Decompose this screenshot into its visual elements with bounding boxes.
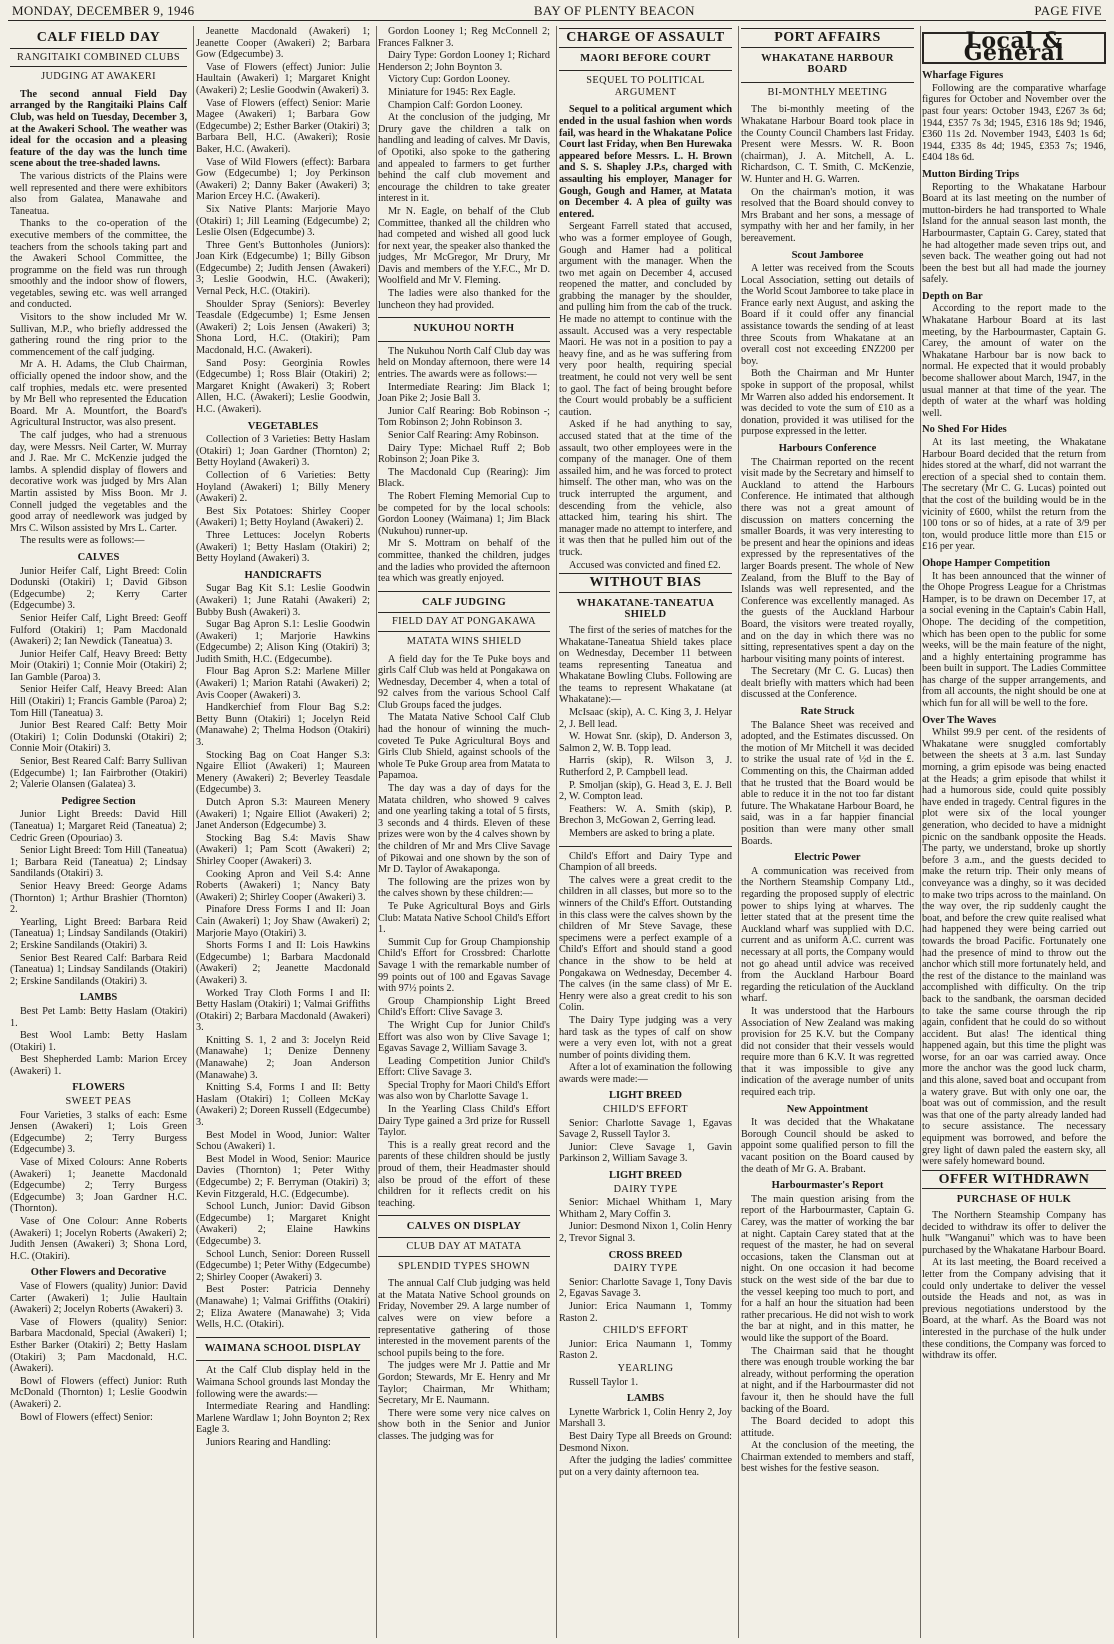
result-entry: School Lunch, Junior: David Gibson (Edgecumbe) 1; Margaret Knight (Awakeri) 2; Elaine Hawkins (Edgecumbe) 3.	[196, 1201, 370, 1247]
section-heading-handicrafts: HANDICRAFTS	[244, 569, 322, 581]
result-entry: Senior Calf Rearing: Amy Robinson.	[388, 430, 539, 441]
calf-judging-subheading-2: MATATA WINS SHIELD	[406, 635, 522, 647]
result-entry: Vase of Wild Flowers (effect): Barbara Gow (Edgecumbe) 1; Joy Perkinson (Awakeri) 2; Danny Baker (Awakeri) 3; Marion Ercey H.C. (Awakeri).	[196, 156, 370, 203]
result-entry: Lynette Warbrick 1, Colin Henry 2, Joy Marshall 3.	[559, 1406, 732, 1430]
result-entry: Shorts Forms I and II: Lois Hawkins (Edgecumbe) 1; Barbara Macdonald (Awakeri) 2; Jeanette Macdonald (Awakeri) 3.	[196, 940, 370, 986]
paragraph: It was decided that the Whakatane Borough Council should be asked to appoint some qualified person to fill the vacant position on the Board caused by the death of Mr G. A. Brabant.	[741, 1117, 914, 1175]
result-entry: Best Model in Wood, Junior: Walter Schou (Awakeri) 1.	[196, 1129, 370, 1153]
masthead	[8, 2, 1106, 21]
result-entry: Shoulder Spray (Seniors): Beverley Teasdale (Edgecumbe) 1; Esme Jensen (Awakeri) 2; Lois Jensen (Awakeri) 3; Shona Lord, H.C. (Otakiri); Pam Macdonald, H.C. (Awakeri).	[196, 298, 370, 357]
result-entry: Three Lettuces: Jocelyn Roberts (Awakeri) 1; Betty Haslam (Otakiri) 2; Betty Hoyland (Awakeri) 3.	[196, 529, 370, 565]
paragraph: Members are asked to bring a plate.	[569, 828, 715, 839]
section-subheading-sweet-peas: SWEET PEAS	[65, 1096, 132, 1108]
result-entry: Jeanette Macdonald (Awakeri) 1; Jeanette Cooper (Awakeri) 2; Barbara Gow (Edgecumbe) 3.	[196, 26, 370, 61]
section-heading-light-breed: LIGHT BREED	[608, 1090, 683, 1102]
paragraph: At the conclusion of the meeting, the Chairman extended to members and staff, best wishes for the festive season.	[741, 1440, 914, 1475]
result-entry: Collection of 3 Varieties: Betty Haslam (Otakiri) 1; Joan Gardner (Thornton) 2; Betty Hoyland (Awakeri) 3.	[196, 434, 370, 469]
result-entry: Sand Posy: Georginia Rowles (Edgecumbe) 1; Ross Blair (Otakiri) 2; Margaret Knight (Awakeri) 3; Robert Allen, H.C. (Awakeri); Leslie Goodwin, H.C. (Awakeri).	[196, 357, 370, 415]
nukuhou-heading: NUKUHOU NORTH	[413, 323, 515, 335]
assault-subheading-2: SEQUEL TO POLITICAL ARGUMENT	[586, 75, 705, 98]
result-entry: Knitting S.4, Forms I and II: Betty Haslam (Otakiri) 1; Colleen McKay (Awakeri) 2; Doreen Russell (Edgecumbe) 3.	[196, 1082, 370, 1129]
item-heading: Ohope Hamper Competition	[922, 557, 1051, 569]
divider	[559, 846, 732, 847]
result-entry: Vase of Flowers (effect) Senior: Marie Magee (Awakeri) 1; Barbara Gow (Edgecumbe) 2; Esther Barker (Otakiri) 3; Barbara Bell, H.C. (Awakeri); Rosie Baker, H.C. (Awakeri).	[196, 97, 370, 155]
item-heading: Wharfage Figures	[922, 70, 1004, 82]
calf-field-day-subtitle-2: JUDGING AT AWAKERI	[41, 71, 156, 83]
paragraph: The Chairman said that he thought there was enough trouble working the bar already, without performing the operation at night, and if the Harbourmaster did not favour it, then he should have the full backing of the Board.	[741, 1345, 914, 1415]
paragraph: Mr N. Eagle, on behalf of the Club Committee, thanked all the children who had competed and wished all good luck for next year, the speaker also thanked the judges, Mr McGregor, Mr Drury, Mr Davis and members of the Y.F.C., Mr D. Woolfield and Mr V. Fleming.	[378, 205, 550, 287]
divider	[378, 591, 550, 592]
result-entry: Stocking Bag S.4: Mavis Shaw (Awakeri) 1; Pam Scott (Awakeri) 2; Shirley Cooper (Awakeri) 3.	[196, 832, 370, 867]
result-entry: Vase of Mixed Colours: Anne Roberts (Awakeri) 1; Jeanette Macdonald (Edgecumbe) 2; Terry Burgess (Edgecumbe) 3; Joan Gardner H.C. (Thornton).	[10, 1157, 187, 1215]
result-entry: Best Pet Lamb: Betty Haslam (Otakiri) 1.	[10, 1005, 187, 1029]
result-entry: Junior Best Reared Calf: Betty Moir (Otakiri) 1; Colin Dodunski (Otakiri) 2; Connie Moir (Otakiri) 3.	[10, 720, 187, 755]
result-entry: Handkerchief from Flour Bag S.2: Betty Bunn (Otakiri) 1; Jocelyn Reid (Manawahe) 2; Thelma Hodson (Otakiri) 3.	[196, 702, 370, 749]
paragraph: There were some very nice calves on show both in the Senior and Junior classes. The judging was for	[378, 1407, 550, 1442]
result-entry: Knitting S. 1, 2 and 3: Jocelyn Reid (Manawahe) 1; Denize Denneny (Manawahe) 2; Joan Anderson (Manawahe) 3.	[196, 1034, 370, 1081]
section-heading-cross-breed: CROSS BREED	[608, 1249, 683, 1261]
paragraph: At its last meeting, the Board received a letter from the Company advising that it could only undertake to deliver the vessel outside the Heads and not, as was in previous negotiations understood by the Board, at the wharf. As the Board was not interested in the purchase of the hulk under these conditions, the Company was forced to withdraw its offer.	[922, 1257, 1106, 1362]
section-heading-lambs: LAMBS	[626, 1393, 665, 1405]
paragraph: It has been announced that the winner of the Ohope Progress League for a Christmas Hamper, is to be drawn on December 17, at a social evening in the Captain's Cabin Hall, Ohope. The deciding of the competition, which has been open to the public for some weeks, will be the main feature of the night, and a highly entertaining programme has been built in support. The Ladies Committee has charge of the supper arrangements, and from all accounts, the night should be one at which fun for all will be well to the fore.	[922, 570, 1106, 710]
result-entry: Senior: Michael Whitham 1, Mary Whitham 2, Mary Coffin 3.	[559, 1197, 732, 1220]
paragraph: Accused was convicted and fined £2.	[569, 559, 721, 571]
result-entry: Best Shepherded Lamb: Marion Ercey (Awakeri) 1.	[10, 1054, 187, 1077]
paragraph: Visitors to the show included Mr W. Sullivan, M.P., who briefly addressed the gathering round the ring prior to the commencement of the calf judging.	[10, 312, 187, 358]
result-entry: Stocking Bag on Coat Hanger S.3: Ngaire Elliot (Awakeri) 1; Maureen Menery (Awakeri) 2; Beverley Teasdale (Edgecumbe) 3.	[196, 749, 370, 796]
divider	[196, 1360, 370, 1361]
offer-withdrawn-subheading: PURCHASE OF HULK	[956, 1194, 1072, 1206]
paragraph: The following are the prizes won by the calves shown by these children:—	[378, 876, 550, 900]
result-entry: Vase of Flowers (effect) Junior: Julie Haultain (Awakeri) 1; Margaret Knight (Awakeri) 2; Leslie Goodwin (Awakeri) 3.	[196, 61, 370, 96]
result-entry: W. Howat Snr. (skip), D. Anderson 3, Salmon 2, W. B. Topp lead.	[559, 731, 732, 754]
result-entry: Dairy Type: Gordon Looney 1; Richard Henderson 2; John Boynton 3.	[378, 50, 550, 73]
item-heading: Mutton Birding Trips	[922, 168, 1020, 180]
paragraph: The judges were Mr J. Pattie and Mr Gordon; Stewards, Mr E. Henry and Mr Taylor; Chairman, Mr Whitham; Secretary, Mr E. Naumann.	[378, 1360, 550, 1407]
column-3	[378, 26, 557, 1638]
local-general-title: Local & General	[922, 32, 1106, 64]
divider	[378, 317, 550, 318]
result-entry: Senior Heifer Calf, Heavy Breed: Alan Hill (Otakiri) 1; Francis Gamble (Paroa) 2; Tom Hill (Taneatua) 3.	[10, 684, 187, 719]
result-entry: Te Puke Agricultural Boys and Girls Club: Matata Native School Child's Effort 1.	[378, 900, 550, 936]
result-entry: Bowl of Flowers (effect) Senior:	[20, 1411, 153, 1423]
section-heading-lambs: LAMBS	[79, 992, 118, 1004]
paragraph: The day was a day of days for the Matata children, who showed 9 calves and one yearling taking a total of 5 firsts, 3 seconds and 4 thirds. Eleven of these prizes were won by the 4 calves shown by the children of Mr and Mrs Clive Savage of Pikowai and one shown by the son of Mr D. Taylor of Awakaponga.	[378, 783, 551, 876]
paragraph: The Matata Native School Calf Club had the honour of winning the much-coveted Te Puke Agricultural Boys and Girls Club Shield, against schools of the whole Te Puke Group area from Matata to Papamoa.	[378, 712, 550, 782]
paragraph: The first of the series of matches for the Whakatane-Taneatua Shield takes place on Wednesday, December 11 between teams representing Taneatua and Whakatane Bowling Clubs. Following are the teams to represent Whakatane (at Whakatane):—	[559, 624, 732, 706]
paragraph: On the chairman's motion, it was resolved that the Board should convey to Mrs Brabant and her sons, a message of sympathy with her and her family, in her bereavement.	[741, 186, 914, 244]
item-heading: No Shed For Hides	[922, 424, 1007, 436]
result-entry: The Wright Cup for Junior Child's Effort was also won by Clive Savage 1; Egavas Savage 2, William Savage 3.	[378, 1019, 550, 1055]
paragraph: A letter was received from the Scouts Local Association, setting out details of the World Scout Jamboree to take place in France early next August, and asking the Board if it could offer any financial assistance towards the sending of at least three Scouts from Whakatane at an overall cost not exceeding £NZ200 per boy.	[741, 263, 914, 367]
paragraph: Whilst 99.9 per cent. of the residents of Whakatane were snuggled comfortably between the sheets at 3 a.m. last Sunday morning, a grim episode was being enacted at the Heads; a grim episode that whilst it had a humorous side, could quite possibly have ended in tragedy. Central figures in the plot were six of the local younger generation, who decided to have a midnight picnic on the sandbank opposite the Heads. The party, we understand, broke up shortly before 3 a.m., and the guests decided to make the return trip. Their only means of conveyance was a dinghy, so it was decided to make two trips across to the mainland. On the way over, the rip suddenly caught the boat, and before the crew quite realised what had happened they were being carried out towards the broad Pacific. Fortunately one had the presence of mind to throw out the anchor which still more fortunately held, and the rest of the distance to the mainland was accomplished with difficulty. On the trip back to the sandbank, the oarsman decided to take the same course through the rip again, confident that he could do so without accident. But alas! The identical thing happened again, but this time the plight was worse, for an oar was carried away. Once more the anchor was the good luck charm, and this alone, saved boat and occupant from a watery grave. But with only one oar, the boat was out of commission, and the result was that one of the party already landed had to secure assistance. The necessary equipment was borrowed, and before the grey light of dawn paled the eastern sky, all were safely homeward bound.	[922, 727, 1106, 1168]
calves-on-display-subheading-2: SPLENDID TYPES SHOWN	[398, 1260, 530, 1272]
section-heading: Harbours Conference	[778, 443, 877, 454]
result-entry: Sugar Bag Apron S.1: Leslie Goodwin (Awakeri) 1; Marjorie Hawkins (Edgecumbe) 2; Alison King (Otakiri) 3; Judith Smith, H.C. (Edgecumbe).	[196, 619, 370, 665]
masthead-page: PAGE FIVE	[1034, 3, 1102, 18]
assault-subheading: MAORI BEFORE COURT	[580, 52, 711, 64]
divider	[196, 1337, 370, 1338]
paragraph: A field day for the Te Puke boys and girls Calf Club was held at Pongakawa on Wednesday, December 4, when a total of 92 calves from the various School Calf Club Groups faced the judges.	[378, 653, 550, 711]
section-heading: Rate Struck	[800, 706, 855, 718]
section-subheading: CHILD'S EFFORT	[603, 1325, 688, 1337]
result-entry: Miniature for 1945: Rex Eagle.	[388, 86, 516, 98]
result-entry: Bowl of Flowers (effect) Junior: Ruth McDonald (Thornton) 1; Leslie Goodwin (Awakeri) 2.	[10, 1375, 187, 1410]
paragraph: The annual Calf Club judging was held at the Matata Native School grounds on Friday, November 29. A large number of calves were on view before a representative gathering of those interested in the movement parents of the school pupils being to the fore.	[378, 1278, 550, 1359]
section-subheading: YEARLING	[617, 1362, 674, 1374]
column-1	[10, 26, 194, 1638]
paragraph: A communication was received from the Northern Steamship Company Ltd., regarding the proposed supply of electric power to ships lying at wharves. The letter stated that at the present time the Auckland wharf was supplied with D.C. current and as uniform A.C. current was necessary at all ports, the Company would not go ahead until advice was received from the Auckland Harbour Board regarding the reticulation of the Auckland wharf.	[741, 865, 914, 1005]
paragraph: It was understood that the Harbours Association of New Zealand was making provision for 25 K.V. but the Company did not consider that their vessels would require more than 6 K.V. It was regretted that it was impossible to give any indication of the average number of units required each trip.	[741, 1005, 914, 1099]
result-entry: Junior Heifer Calf, Light Breed: Colin Dodunski (Otakiri) 1; David Gibson (Edgecumbe) 2; Kerry Carter (Edgecumbe) 3.	[10, 565, 187, 612]
calf-field-day-subtitle: RANGITAIKI COMBINED CLUBS	[10, 48, 187, 68]
paragraph: The calves were a great credit to the children in all classes, but more so to the winners of the Child's Effort. Outstanding in this class were the calves shown by the children of Mr Steve Savage, these specimens were a perfect example of a Child's Effort and should stand a good chance in the show to be held at Pongakawa on Wednesday, December 4. The calves (in the same class) of Mr E. Henry were also a great credit to his son Colin.	[559, 874, 732, 1014]
result-entry: Pinafore Dress Forms I and II: Joan Cain (Awakeri) 1; Joy Shaw (Awakeri) 2; Marjorie Mayo (Otakiri) 3.	[196, 904, 370, 939]
calf-field-day-lede: The second annual Field Day arranged by the Rangitaiki Plains Calf Club, was held on Tuesday, December 3, at the Awakeri School. The weather was ideal for the occasion and a pleasing feature of the day was the lunch time scene about the tree-shaded lawns.	[10, 88, 187, 170]
divider	[378, 1215, 550, 1216]
section-heading: Electric Power	[794, 852, 861, 864]
port-affairs-subheading: WHAKATANE HARBOUR BOARD	[761, 52, 894, 76]
result-entry: Russell Taylor 1.	[569, 1376, 638, 1388]
result-entry: Senior: Charlotte Savage 1, Egavas Savage 2, Russell Taylor 3.	[559, 1117, 732, 1141]
paragraph: Child's Effort and Dairy Type and Champion of all breeds.	[559, 850, 732, 874]
paragraph: Reporting to the Whakatane Harbour Board at its last meeting on the number of mutton-birders he had transported to Whale Island for the annual season last month, the Harbourmaster, Captain G. Carey, stated that he had altogether made seven trips out, and seven back. The weather going out had not been the best but all had made the journey safely.	[922, 181, 1106, 286]
result-entry: Junior: Erica Naumann 1, Tommy Raston 2.	[559, 1338, 732, 1362]
paragraph: The Robert Fleming Memorial Cup to be competed for by the local schools: Gordon Looney (Waimana) 1; Jim Black (Nukuhou) runner-up.	[378, 490, 550, 537]
result-entry: Junior Calf Rearing: Bob Robinson -; Tom Robinson 2; John Robinson 3.	[378, 405, 550, 429]
result-entry: Senior Heavy Breed: George Adams (Thornton) 1; Arthur Brashier (Thornton) 2.	[10, 880, 187, 916]
paragraph: Sergeant Farrell stated that accused, who was a former employee of Gough, Gough and Hamer had a political argument with the manager. When the two met again on December 4, accused reopened the matter, and concluded by grabbing the manager by the shoulder, and pulling him from the cab of the truck. He made no attempt to continue with the assault. Accused was a very respectable Maori. He was not in a position to pay a heavy fine, and as he was suffering from very poor health, requiring special treatment, he could not very well be sent to gaol. The fact of being brought before the Court would probably be a sufficient caution.	[559, 221, 732, 418]
paragraph: Mr S. Mottram on behalf of the committee, thanked the children, judges and the ladies who provided the afternoon tea which was greatly enjoyed.	[378, 538, 550, 585]
result-entry: Best Wool Lamb: Betty Haslam (Otakiri) 1.	[10, 1030, 187, 1053]
result-entry: Summit Cup for Group Championship Child's Effort for Crossbred: Charlotte Savage 1 with the remarkable number of 99 points out of 100 and Egavas Savage with 97½ points 2.	[378, 936, 550, 995]
section-heading: New Appointment	[786, 1103, 869, 1115]
result-entry: Junior Heifer Calf, Heavy Breed: Betty Moir (Otakiri) 1; Connie Moir (Otakiri) 2; Ian Gamble (Paroa) 3.	[10, 648, 187, 683]
result-entry: McIsaac (skip), A. C. King 3, J. Helyar 2, J. Bell lead.	[559, 707, 732, 730]
result-entry: Vase of Flowers (quality) Junior: David Carter (Awakeri) 1; Julie Haultain (Awakeri) 2; Jocelyn Roberts (Awakeri) 3.	[10, 1280, 187, 1316]
paragraph: The Secretary (Mr C. G. Lucas) then dealt briefly with matters which had been discussed at the Conference.	[741, 666, 914, 701]
paragraph: Both the Chairman and Mr Hunter spoke in support of the proposal, whilst Mr Warren also added his endorsement. It was decided to vote the sum of £10 as a donation, provided it was utilised for the purpose expressed in the letter.	[741, 368, 914, 438]
result-entry: Dutch Apron S.3: Maureen Menery (Awakeri) 1; Ngaire Elliot (Awakeri) 2; Janet Anderson (Edgecumbe) 3.	[196, 797, 370, 832]
calf-judging-heading: CALF JUDGING	[421, 596, 507, 608]
result-entry: Worked Tray Cloth Forms I and II: Betty Haslam (Otakiri) 1; Valmai Griffiths (Otakiri) 2; Barbara Macdonald (Awakeri) 3.	[196, 987, 370, 1034]
paragraph: The main question arising from the report of the Harbourmaster, Captain G. Carey, was the matter of working the bar at night. Captain Carey stated that at the request of the master, he had on several occasions, taken the Clansman out at night. On one occasion it had become stuck on the west side of the bar due to the vessel keeping too much to port, and for a half an hour the situation had been rather precarious. He did not wish to work the bar at night, and in this matter, he would like the support of the Board.	[741, 1193, 914, 1344]
column-5	[741, 26, 921, 1638]
paragraph: Intermediate Rearing and Handling: Marlene Wardlaw 1; John Boynton 2; Rex Eagle 3.	[196, 1401, 370, 1436]
result-entry: School Lunch, Senior: Doreen Russell (Edgecumbe) 1; Peter Withy (Edgecumbe) 2; Shirley Cooper (Awakeri) 3.	[196, 1248, 370, 1283]
paragraph: The Balance Sheet was received and adopted, and the Estimates discussed. On the motion of Mr Mitchell it was decided to strike the usual rate of ½d in the £. Commenting on this, the Chairman added that he trusted that the Board would be able to reduce it in the not too far distant future. The Whakatane Harbour Board, he said, was in a far happier financial position than were many other small Boards.	[741, 719, 914, 847]
result-entry: Senior Light Breed: Tom Hill (Taneatua) 1; Barbara Reid (Taneatua) 2; Lindsay Sandilands (Otakiri) 3.	[10, 845, 187, 880]
item-heading: Over The Waves	[922, 714, 997, 726]
result-entry: In the Yearling Class Child's Effort Dairy Type gained a 3rd prize for Russell Taylor.	[378, 1104, 550, 1139]
paragraph: The results were as follows:—	[20, 535, 145, 547]
result-entry: Champion Calf: Gordon Looney.	[388, 99, 523, 111]
section-subheading: DAIRY TYPE	[613, 1183, 678, 1195]
paragraph: The Board decided to adopt this attitude.	[741, 1416, 914, 1439]
result-entry: Sugar Bag Kit S.1: Leslie Goodwin (Awakeri) 1; June Ratahi (Awakeri) 2; Bubby Bush (Awakeri) 3.	[196, 583, 370, 618]
section-heading-other-flowers: Other Flowers and Decorative	[30, 1267, 167, 1279]
result-entry: Best Model in Wood, Senior: Maurice Davies (Thornton) 1; Peter Withy (Edgecumbe) 2; F. Berryman (Otakiri) 3; Kevin Fitzgerald, H.C. (Edgecumbe).	[196, 1153, 370, 1200]
calf-judging-subheading: FIELD DAY AT PONGAKAWA	[378, 612, 550, 632]
section-heading-flowers: FLOWERS	[72, 1082, 125, 1094]
paragraph: The bi-monthly meeting of the Whakatane Harbour Board took place in the County Council Chambers last Friday. Present were Messrs. W. R. Boon (chairman), J. A. Mitchell, A. L. Richardson, C. T. Smith, C. McKenzie, W. Hunter and H. G. Warren.	[741, 104, 914, 185]
port-affairs-subheading-2: BI-MONTHLY MEETING	[767, 86, 888, 98]
result-entry: Cooking Apron and Veil S.4: Anne Roberts (Awakeri) 1; Nancy Baty (Awakeri) 2; Shirley Cooper (Awakeri) 3.	[196, 868, 370, 903]
result-entry: Intermediate Rearing: Jim Black 1; Joan Pike 2; Josie Ball 3.	[378, 381, 550, 405]
section-subheading: DAIRY TYPE	[613, 1263, 678, 1275]
section-subheading: CHILD'S EFFORT	[603, 1104, 688, 1116]
result-entry: Junior: Desmond Nixon 1, Colin Henry 2, Trevor Signal 3.	[559, 1221, 732, 1244]
port-affairs-heading: PORT AFFAIRS	[741, 28, 914, 48]
result-entry: Harris (skip), R. Wilson 3, J. Rutherford 2, P. Campbell lead.	[559, 755, 732, 779]
paragraph: Juniors Rearing and Handling:	[206, 1436, 331, 1448]
divider	[559, 70, 732, 71]
paragraph: Following are the comparative wharfage figures for October and November over the past four years: October 1943, £267 3s 6d; 1944, £357 7s 3d; 1945, £316 18s 9d; 1946, £360 11s 2d. November 1943, £403 1s 6d; 1944, £335 8s 4d; 1945, £353 7s; 1946, £404 18s 6d.	[922, 82, 1106, 164]
paragraph: At the conclusion of the judging, Mr Drury gave the children a talk on handling and leading of calves. Mr Davis, of Opotiki, also spoke to the gathering and appealed to farmers to get further behind the calf club movement and encourage the children to take greater interest in it.	[378, 112, 550, 205]
paragraph: This is a really great record and the parents of these children should be justly proud of them, their Headmaster should also be proud of the effort of these children for it reflects credit on his teaching.	[378, 1139, 550, 1209]
calf-field-day-title: CALF FIELD DAY	[36, 30, 161, 45]
assault-heading: CHARGE OF ASSAULT	[559, 28, 732, 48]
result-entry: Group Championship Light Breed Child's Effort: Clive Savage 3.	[378, 995, 550, 1019]
offer-withdrawn-heading: OFFER WITHDRAWN	[922, 1170, 1106, 1190]
paragraph: The Northern Steamship Company has decided to withdraw its offer to deliver the hulk "Wanganui" which was to have been purchased by the Whakatane Harbour Board.	[922, 1210, 1106, 1256]
paragraph: The Chairman reported on the recent visit made by the Secretary and himself to Auckland to attend the Harbours Conference. He intimated that although there was not a great amount of discussion on matters concerning the smaller Boards, it was very interesting to be present and hear the opinions and ideas expressed by the representatives of the larger Boards present. The whole of New Zealand, from the Bluff to the Bay of Islands was well represented, and the Conference was excellently managed. As the guests of the Auckland Harbour Board, the visitors were treated royally, and on the day in which there was no sitting, representatives spent a day on the harbour visiting many points of interest.	[741, 456, 914, 665]
section-heading: Scout Jamboree	[791, 249, 864, 261]
result-entry: Collection of 6 Varieties: Betty Hoyland (Awakeri) 1; Billy Menery (Awakeri) 2.	[196, 469, 370, 505]
masthead-paper-name: BAY OF PLENTY BEACON	[533, 3, 695, 18]
result-entry: Special Trophy for Maori Child's Effort was also won by Charlotte Savage 1.	[378, 1079, 550, 1103]
without-bias-heading: WITHOUT BIAS	[559, 573, 732, 593]
result-entry: Junior: Cleve Savage 1, Gavin Parkinson 2, William Savage 3.	[559, 1141, 732, 1165]
section-heading-pedigree: Pedigree Section	[61, 795, 136, 807]
result-entry: Senior, Best Reared Calf: Barry Sullivan (Edgecumbe) 1; Ian Fairbrother (Otakiri) 2; Valerie Olansen (Galatea) 3.	[10, 756, 187, 791]
paragraph: The ladies were also thanked for the luncheon they had provided.	[378, 288, 550, 311]
section-heading-calves: CALVES	[77, 551, 120, 563]
result-entry: The Macdonald Cup (Rearing): Jim Black.	[378, 466, 550, 490]
paragraph: The Dairy Type judging was a very hard task as the types of calf on show were a very even lot, with not a great number of points dividing them.	[559, 1014, 732, 1061]
paragraph: At the Calf Club display held in the Waimana School grounds last Monday the following were the awards:—	[196, 1365, 370, 1400]
divider	[378, 341, 550, 342]
paragraph: The calf judges, who had a strenuous day, were Messrs. Neil Carter, W. Murray and J. Rae. Mr C. McKenzie judged the lambs. A splendid display of flowers and decorative work was judged by Mrs Alan Martin assisted by Miss Boon. Mr J. Connell judged the vegetables and the good array of needlework was judged by Mrs C. Wilson assisted by Mrs L. Carter.	[10, 430, 187, 534]
result-entry: Best Six Potatoes: Shirley Cooper (Awakeri) 1; Betty Hoyland (Awakeri) 2.	[196, 505, 370, 529]
waimana-heading: WAIMANA SCHOOL DISPLAY	[204, 1342, 362, 1354]
result-entry: Junior: Erica Naumann 1, Tommy Raston 2.	[559, 1300, 732, 1324]
paragraph: Asked if he had anything to say, accused stated that at the time of the assault, two other employees were in the company of the manager. One of them assailed him, and he was forced to protect himself. The other man, who was on the truck interrupted the argument, and descending from the vehicle, also attacked him, tearing his shirt. The manager made no attempt to interfere, and it was then that he pulled him out of the truck.	[559, 419, 732, 558]
result-entry: Best Poster: Patricia Dennehy (Manawahe) 1; Valmai Griffiths (Otakiri) 2; Eliza Awatere (Manawahe) 3; Vida Wells, H.C. (Otakiri).	[196, 1284, 370, 1331]
result-entry: P. Smoljan (skip), G. Head 3, E. J. Bell 2, W. Compton lead.	[559, 779, 732, 803]
paragraph: According to the report made to the Whakatane Harbour Board at its last meeting, by the Harbourmaster, Captain G. Carey, the amount of water on the Whakatane Harbour bar is now back to normal. He expected that it would probably become shallower about March, 1947, in the usual manner at that time of the year. The depth of water at the wharf was holding well.	[922, 303, 1106, 419]
result-entry: Dairy Type: Michael Ruff 2; Bob Robinson 2; Joan Pike 3.	[378, 442, 550, 466]
paragraph: At its last meeting, the Whakatane Harbour Board decided that the return from hides stored at the wharf, did not warrant the erection of a special shed to contain them. The secretary (Mr C. G. Lucas) pointed out that the cost of the building would be in the vicinity of £600, whilst the return from the 100 tons or so of hides, at a rate of 3/9 per ton, would produce little more than £15 or £16 per year.	[922, 437, 1106, 553]
result-entry: Leading Competition Junior Child's Effort: Clive Savage 3.	[378, 1055, 550, 1079]
masthead-date: MONDAY, DECEMBER 9, 1946	[12, 3, 195, 18]
result-entry: Gordon Looney 1; Reg McConnell 2; Frances Falkner 3.	[378, 26, 550, 49]
result-entry: Feathers: W. A. Smith (skip), P. Brechon 3, McGowan 2, Gerring lead.	[559, 803, 732, 827]
result-entry: Three Gent's Buttonholes (Juniors): Joan Kirk (Edgecumbe) 1; Billy Gibson (Edgecumbe) 2; Judith Jensen (Awakeri) 3; Leslie Goodwin, H.C. (Awakeri); Vernal Peck, H.C. (Otakiri).	[196, 239, 370, 298]
paragraph: After a lot of examination the following awards were made:—	[559, 1062, 732, 1085]
result-entry: Six Native Plants: Marjorie Mayo (Otakiri) 1; Jill Leaming (Edgecumbe) 2; Leslie Olsen (Edgecumbe) 3.	[196, 203, 370, 239]
calves-on-display-heading: CALVES ON DISPLAY	[406, 1221, 522, 1233]
paragraph: The various districts of the Plains were well represented and there were exhibitors also from Galatea, Manawahe and Taneatua.	[10, 170, 187, 217]
result-entry: Vase of Flowers (quality) Senior: Barbara Macdonald, Special (Awakeri) 1; Esther Barker (Otakiri) 2; Betty Haslam (Otakiri) 3; Pam Macdonald, H.C. (Awakeri).	[10, 1316, 187, 1375]
result-entry: Senior: Charlotte Savage 1, Tony Davis 2, Egavas Savage 3.	[559, 1276, 732, 1300]
calves-on-display-subheading: CLUB DAY AT MATATA	[378, 1237, 550, 1257]
result-entry: Senior Best Reared Calf: Barbara Reid (Taneatua) 1; Lindsay Sandilands (Otakiri) 2; Erskine Sandilands (Otakiri) 3.	[10, 952, 187, 987]
paragraph: The Nukuhou North Calf Club day was held on Monday afternoon, there were 14 entries. The awards were as follows:—	[378, 345, 550, 381]
column-6	[922, 26, 1106, 1638]
result-entry: Four Varieties, 3 stalks of each: Esme Jensen (Awakeri) 1; Lois Green (Edgecumbe) 2; Terry Burgess (Edgecumbe) 3.	[10, 1109, 187, 1156]
paragraph: After the judging the ladies' committee put on a very dainty afternoon tea.	[559, 1455, 732, 1478]
result-entry: Vase of One Colour: Anne Roberts (Awakeri) 1; Jocelyn Roberts (Awakeri) 2; Judith Jensen (Awakeri) 3; Shona Lord, H.C. (Otakiri).	[10, 1216, 187, 1262]
result-entry: Flour Bag Apron S.2: Marlene Miller (Awakeri) 1; Marion Ratahi (Awakeri) 2; Avis Cooper (Awakeri) 3.	[196, 666, 370, 701]
column-2	[196, 26, 377, 1638]
item-heading: Depth on Bar	[922, 290, 983, 302]
section-heading: Harbourmaster's Report	[771, 1180, 884, 1192]
divider	[741, 82, 914, 83]
without-bias-subheading: WHAKATANE-TANEATUA SHIELD	[576, 597, 715, 621]
section-heading-light-breed-dairy: LIGHT BREED	[608, 1170, 683, 1182]
column-4	[559, 26, 739, 1638]
result-entry: Yearling, Light Breed: Barbara Reid (Taneatua) 1; Lindsay Sandilands (Otakiri) 2; Erskine Sandilands (Otakiri) 3.	[10, 916, 187, 951]
section-heading-vegetables: VEGETABLES	[247, 420, 319, 432]
result-entry: Senior Heifer Calf, Light Breed: Geoff Fulford (Otakiri) 1; Pam Macdonald (Awakeri) 2; Ian Newdick (Taneatua) 3.	[10, 612, 187, 648]
assault-lede: Sequel to a political argument which ended in the usual fashion when words fail, was heard in the Whakatane Police Court last Friday, when Ben Hurewaka appeared before Messrs. L. H. Brown and S. S. Shapley J.P.s, charged with assaulting his employer, Manager for Gough, Gough and Hamer, at Matata on December 4. A plea of guilty was entered.	[559, 104, 732, 220]
result-entry: Victory Cup: Gordon Looney.	[388, 74, 511, 86]
paragraph: Thanks to the co-operation of the executive members of the committee, the teachers from the schools taking part and the Awakeri School Committee, the programme on the field was run through smoothly and the indoor show of flowers, vegetables, sewing etc. was well arranged and conducted.	[10, 218, 187, 311]
paragraph: Mr A. H. Adams, the Club Chairman, officially opened the indoor show, and the calf trophies, medals etc. were presented by Mr Bell who represented the Education Board. Mr A. Mountfort, the Board's Agricultural Instructor, was also present.	[10, 359, 187, 429]
result-entry: Best Dairy Type all Breeds on Ground: Desmond Nixon.	[559, 1430, 732, 1454]
result-entry: Junior Light Breeds: David Hill (Taneatua) 1; Margaret Reid (Taneatua) 2; Cedric Green (Opouriao) 3.	[10, 809, 187, 844]
